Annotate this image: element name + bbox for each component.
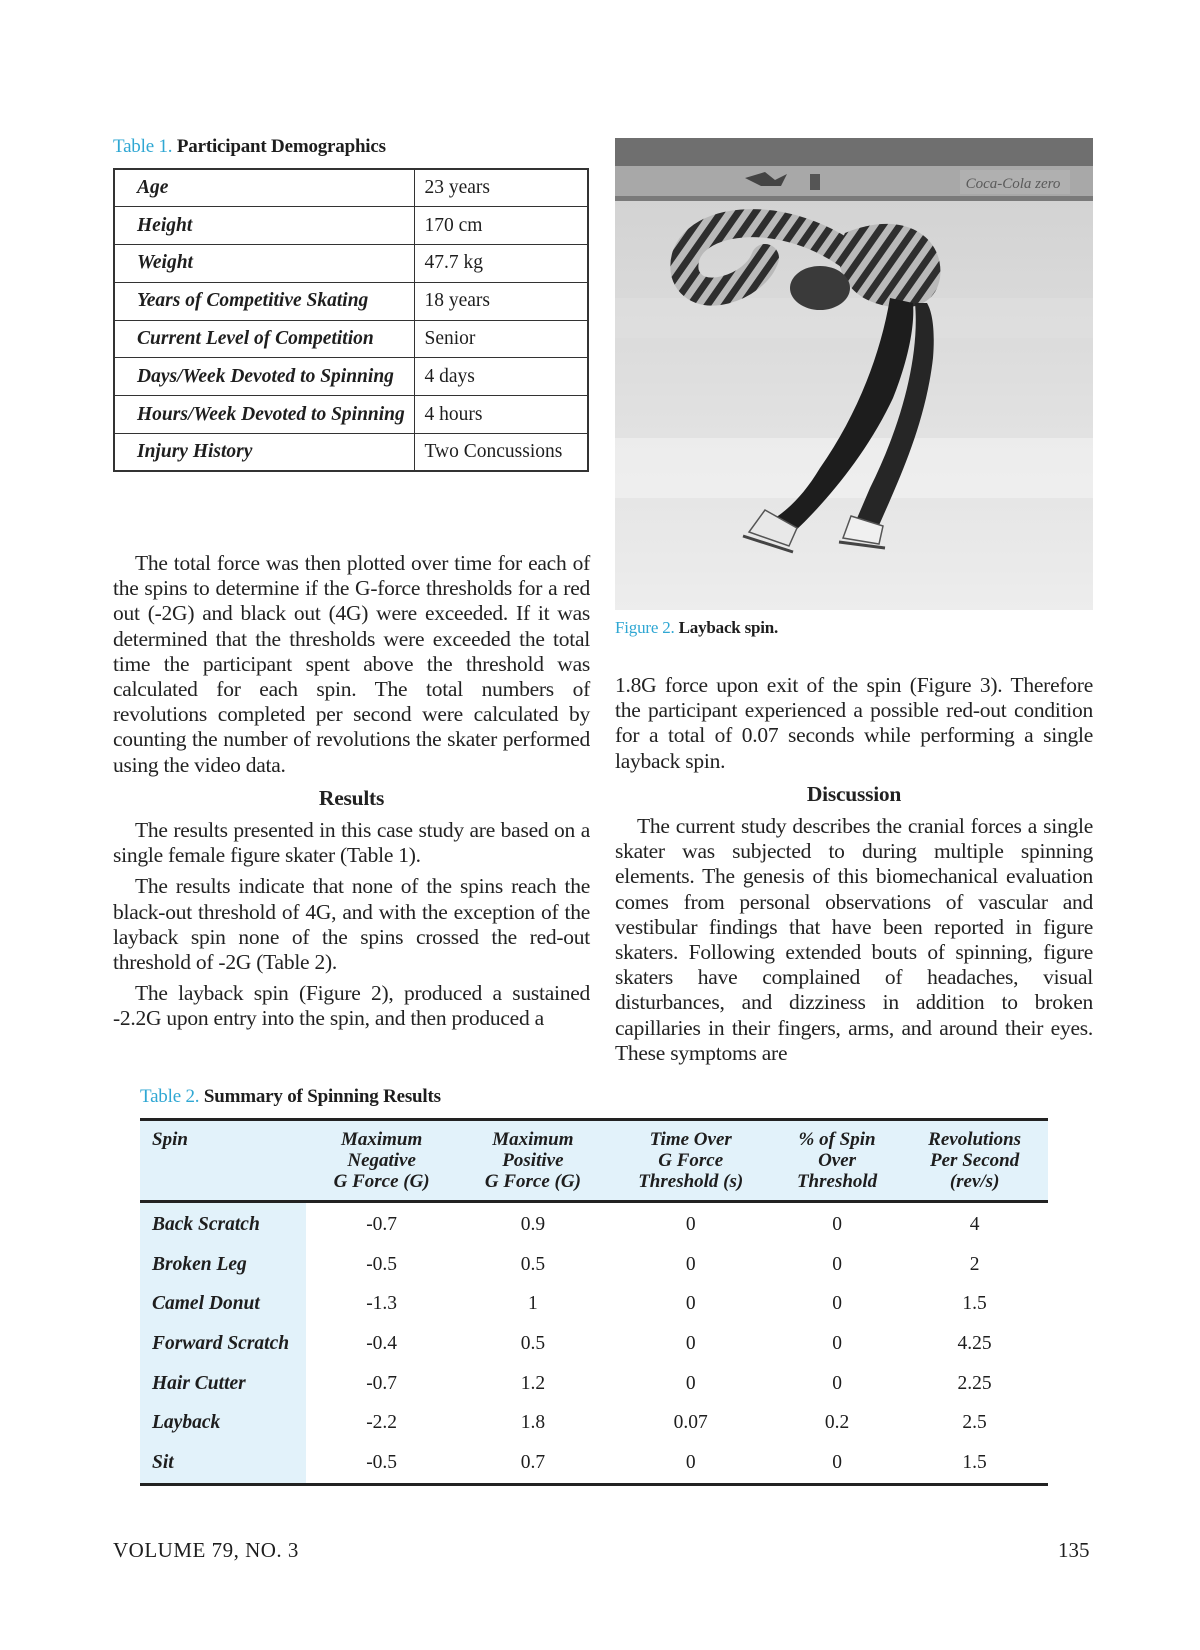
- table1-caption: [113, 136, 386, 158]
- time-cell: 0: [685, 1332, 696, 1354]
- table1-value: 4 days: [414, 358, 588, 396]
- discussion-heading: Discussion: [806, 781, 902, 806]
- max-positive-cell: 0.5: [520, 1253, 546, 1275]
- spin-name: Camel Donut: [140, 1284, 306, 1324]
- percent-cell: 0: [832, 1372, 842, 1394]
- table1-row: [114, 207, 588, 245]
- spin-name: Forward Scratch: [140, 1324, 306, 1364]
- table1-row: [114, 320, 588, 358]
- revolutions-cell: 2: [969, 1253, 980, 1275]
- header-line: Threshold (s): [638, 1171, 744, 1192]
- table1-row: [114, 434, 588, 472]
- table1-key: Years of Competitive Skating: [114, 282, 414, 320]
- table1-row: [114, 282, 588, 320]
- header-line: Threshold: [796, 1171, 878, 1192]
- board-sign-text: Coca-Cola zero: [965, 176, 1061, 192]
- table1-value: Senior: [414, 320, 588, 358]
- table1-label: Table 1.: [113, 136, 173, 157]
- revolutions-cell: 4: [969, 1213, 980, 1235]
- table1-key: Age: [114, 169, 414, 207]
- page-number: 135: [1058, 1538, 1090, 1562]
- revolutions-cell: 1.5: [962, 1451, 987, 1473]
- journal-volume: VOLUME 79, NO. 3: [113, 1538, 299, 1562]
- table2-title: Summary of Spinning Results: [203, 1086, 441, 1107]
- table-row: [140, 1202, 1048, 1245]
- table1-value: 47.7 kg: [414, 245, 588, 283]
- header-max-positive: [457, 1120, 608, 1202]
- header-line: % of Spin: [798, 1129, 876, 1150]
- table1-row: [114, 245, 588, 283]
- table1-key: Weight: [114, 245, 414, 283]
- table2-caption: [140, 1086, 441, 1108]
- table1-value: 23 years: [414, 169, 588, 207]
- header-time-over-threshold: [609, 1120, 773, 1202]
- header-line: Per Second: [930, 1150, 1020, 1171]
- time-cell: 0: [685, 1253, 696, 1275]
- table-row: [140, 1245, 1048, 1285]
- header-spin: Spin: [140, 1120, 306, 1202]
- table1-key: Injury History: [114, 434, 414, 472]
- table1-key: Days/Week Devoted to Spinning: [114, 358, 414, 396]
- table-row: [140, 1364, 1048, 1404]
- percent-cell: 0: [832, 1253, 842, 1275]
- table1-value: 18 years: [414, 282, 588, 320]
- header-line: G Force (G): [333, 1171, 430, 1192]
- header-line: Positive: [502, 1150, 564, 1171]
- header-max-negative: [306, 1120, 457, 1202]
- header-percent-over-threshold: [773, 1120, 901, 1202]
- table1-key: Current Level of Competition: [114, 320, 414, 358]
- max-negative-cell: -0.7: [366, 1213, 398, 1235]
- percent-cell: 0.2: [824, 1412, 850, 1434]
- revolutions-cell: 2.5: [962, 1412, 987, 1434]
- figure2-label: Figure 2.: [615, 618, 675, 637]
- left-text-column: [113, 551, 590, 1032]
- max-positive-cell: 0.5: [520, 1332, 546, 1354]
- table1-value: 170 cm: [414, 207, 588, 245]
- spin-name: Broken Leg: [140, 1245, 306, 1285]
- table1-title: Participant Demographics: [176, 136, 386, 157]
- time-cell: 0: [685, 1293, 696, 1315]
- header-revolutions: [901, 1120, 1048, 1202]
- table-row: [140, 1324, 1048, 1364]
- max-positive-cell: 1.8: [520, 1412, 546, 1434]
- time-cell: 0: [685, 1451, 696, 1473]
- results-paragraph-3: The layback spin (Figure 2), produced a sustained -2.2G upon entry into the spin, and then produced a: [113, 981, 590, 1031]
- header-line: Time Over: [649, 1129, 732, 1150]
- revolutions-cell: 4.25: [957, 1332, 992, 1354]
- table1-key: Hours/Week Devoted to Spinning: [114, 396, 414, 434]
- layback-spin-photo: [615, 138, 1093, 610]
- discussion-paragraph: The current study describes the cranial forces a single skater was subjected to during multiple spinning elements. The genesis of this biomechanical evaluation comes from personal observations of vascular and vestibular findings that have been reported in figure skaters. Following extended bouts of spinning, figure skaters have complained of headaches, visual disturbances, and dizziness in addition to broken capillaries in their fingers, arms, and around their eyes. These symptoms are: [615, 814, 1093, 1065]
- right-text-column: [615, 673, 1093, 1066]
- max-positive-cell: 0.9: [520, 1213, 546, 1235]
- participant-demographics-table: [113, 168, 589, 472]
- max-negative-cell: -2.2: [366, 1412, 398, 1434]
- percent-cell: 0: [832, 1451, 842, 1473]
- max-negative-cell: -0.5: [366, 1451, 398, 1473]
- header-line: G Force (G): [484, 1171, 581, 1192]
- results-paragraph-2: The results indicate that none of the spins reach the black-out threshold of 4G, and with the exception of the layback spin none of the spins crossed the red-out threshold of -2G (Table 2).: [113, 874, 590, 975]
- time-cell: 0.07: [673, 1412, 708, 1434]
- header-line: Maximum: [492, 1129, 574, 1150]
- spin-name: Layback: [140, 1403, 306, 1443]
- spinning-results-table: [140, 1118, 1048, 1486]
- time-cell: 0: [685, 1372, 696, 1394]
- spin-name: Hair Cutter: [140, 1364, 306, 1404]
- max-negative-cell: -1.3: [366, 1293, 398, 1315]
- time-cell: 0: [685, 1213, 696, 1235]
- table1-value: Two Concussions: [414, 434, 588, 472]
- header-line: Negative: [347, 1150, 416, 1171]
- max-negative-cell: -0.7: [366, 1372, 398, 1394]
- results-paragraph-1: The results presented in this case study are based on a single female figure skater (Table 1).: [113, 818, 590, 868]
- header-line: (rev/s): [949, 1171, 1000, 1192]
- table1-value: 4 hours: [414, 396, 588, 434]
- header-line: Revolutions: [928, 1129, 1022, 1150]
- revolutions-cell: 1.5: [962, 1293, 987, 1315]
- table2-header-row: [140, 1120, 1048, 1202]
- methods-paragraph: The total force was then plotted over time for each of the spins to determine if the G-force thresholds for a red out (-2G) and black out (4G) were exceeded. If it was determined that the thresholds were exceeded the total time the participant spent above the threshold was calculated for each spin. The total numbers of revolutions completed per second were calculated by counting the number of revolutions the skater performed using the video data.: [113, 551, 590, 777]
- max-positive-cell: 1: [528, 1293, 538, 1315]
- results-heading: Results: [318, 785, 385, 810]
- percent-cell: 0: [832, 1293, 842, 1315]
- table1-key: Height: [114, 207, 414, 245]
- percent-cell: 0: [832, 1213, 842, 1235]
- header-line: G Force: [658, 1150, 724, 1171]
- max-positive-cell: 0.7: [520, 1451, 546, 1473]
- table2-label: Table 2.: [140, 1086, 200, 1107]
- revolutions-cell: 2.25: [957, 1372, 992, 1394]
- table-row: [140, 1443, 1048, 1484]
- spin-name: Back Scratch: [140, 1202, 306, 1245]
- percent-cell: 0: [832, 1332, 842, 1354]
- max-negative-cell: -0.4: [366, 1332, 398, 1354]
- table-row: [140, 1403, 1048, 1443]
- header-line: Over: [818, 1150, 857, 1171]
- table1-row: [114, 396, 588, 434]
- header-line: Maximum: [340, 1129, 423, 1150]
- max-positive-cell: 1.2: [520, 1372, 546, 1394]
- spin-name: Sit: [140, 1443, 306, 1484]
- results-continuation-paragraph: 1.8G force upon exit of the spin (Figure 3). Therefore the participant experienced a possible red-out condition for a total of 0.07 seconds while performing a single layback spin.: [615, 673, 1093, 773]
- max-negative-cell: -0.5: [366, 1253, 398, 1275]
- figure2-caption: [615, 618, 778, 638]
- table1-row: [114, 358, 588, 396]
- skater-illustration: [615, 138, 1093, 610]
- table-row: [140, 1284, 1048, 1324]
- table1-row: [114, 169, 588, 207]
- figure2-caption-text: Layback spin.: [678, 618, 779, 637]
